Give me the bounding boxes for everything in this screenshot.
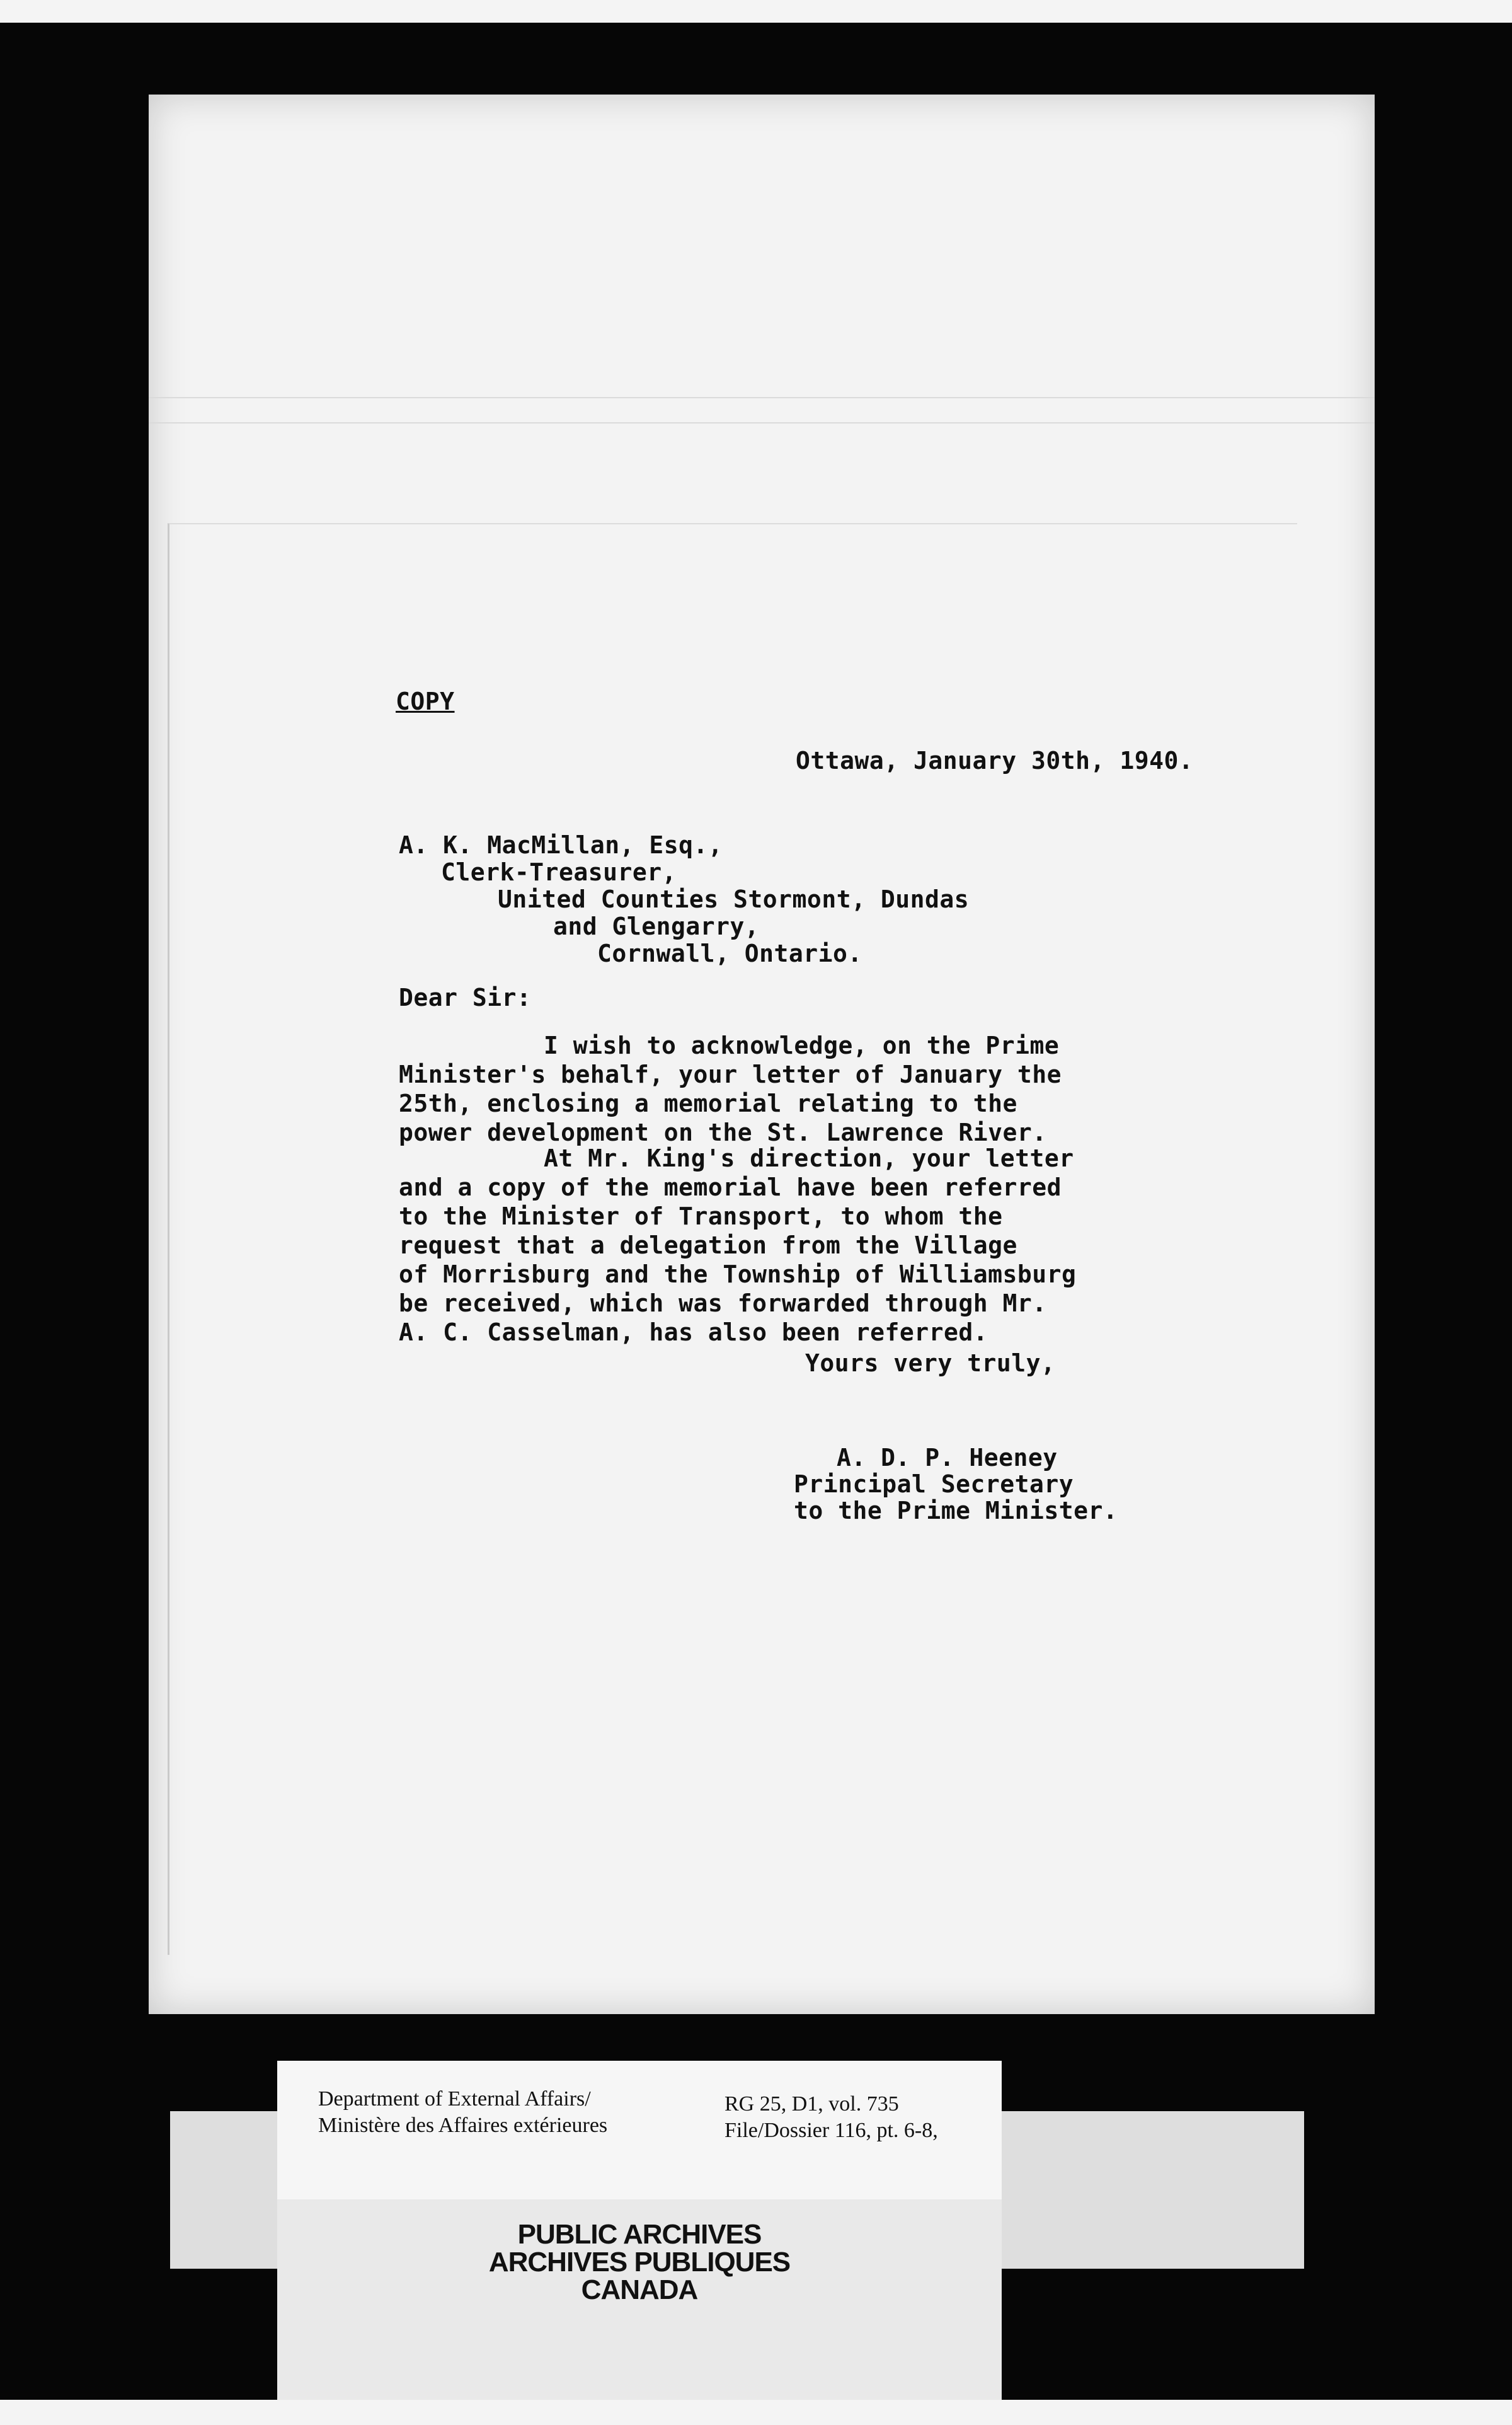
paragraph-line: be received, which was forwarded through Mr. [399, 1289, 1047, 1317]
reference-file: File/Dossier 116, pt. 6-8, [724, 2119, 938, 2142]
paragraph-line: and a copy of the memorial have been referred [399, 1173, 1062, 1201]
copy-mark: COPY [396, 688, 455, 715]
reference-volume: RG 25, D1, vol. 735 [724, 2092, 899, 2116]
department-name [318, 2086, 607, 2139]
address-line: Cornwall, Ontario. [597, 940, 862, 967]
stamp-line: PUBLIC ARCHIVES [517, 2219, 762, 2250]
paragraph-line: I wish to acknowledge, on the Prime [544, 1032, 1060, 1059]
signature-name: A. D. P. Heeney [837, 1444, 1058, 1472]
paragraph-line: Minister's behalf, your letter of January the [399, 1061, 1062, 1088]
paragraph-line: of Morrisburg and the Township of Williamsburg [399, 1260, 1077, 1288]
salutation: Dear Sir: [399, 984, 532, 1011]
public-archives-stamp [277, 2199, 1002, 2407]
page-fold-line [149, 422, 1375, 423]
paragraph-line: 25th, enclosing a memorial relating to the [399, 1090, 1017, 1117]
paragraph-line: request that a delegation from the Village [399, 1231, 1017, 1259]
paragraph-line: At Mr. King's direction, your letter [544, 1144, 1074, 1172]
signature-title: Principal Secretary [794, 1470, 1074, 1498]
film-bottom-edge [0, 2400, 1512, 2425]
closing: Yours very truly, [805, 1349, 1056, 1377]
address-line: Clerk-Treasurer, [441, 858, 677, 886]
address-line: and Glengarry, [553, 913, 760, 940]
paragraph-line: power development on the St. Lawrence River. [399, 1119, 1047, 1146]
date-line: Ottawa, January 30th, 1940. [796, 747, 1194, 775]
file-reference [724, 2091, 938, 2144]
paragraph-1 [399, 1031, 1230, 1147]
paragraph-line: A. C. Casselman, has also been referred. [399, 1318, 988, 1346]
paragraph-line: to the Minister of Transport, to whom the [399, 1202, 1003, 1230]
address-line: United Counties Stormont, Dundas [498, 885, 970, 913]
stamp-line: ARCHIVES PUBLIQUES [488, 2247, 791, 2278]
film-top-edge [0, 0, 1512, 23]
paragraph-2 [399, 1144, 1230, 1347]
signature-title: to the Prime Minister. [794, 1497, 1118, 1524]
stamp-line: CANADA [581, 2274, 698, 2305]
department-en: Department of External Affairs/ [318, 2087, 591, 2111]
page-fold-line [149, 397, 1375, 398]
archive-reference-label [277, 2061, 1002, 2203]
department-fr: Ministère des Affaires extérieures [318, 2114, 608, 2137]
address-line: A. K. MacMillan, Esq., [399, 831, 723, 859]
